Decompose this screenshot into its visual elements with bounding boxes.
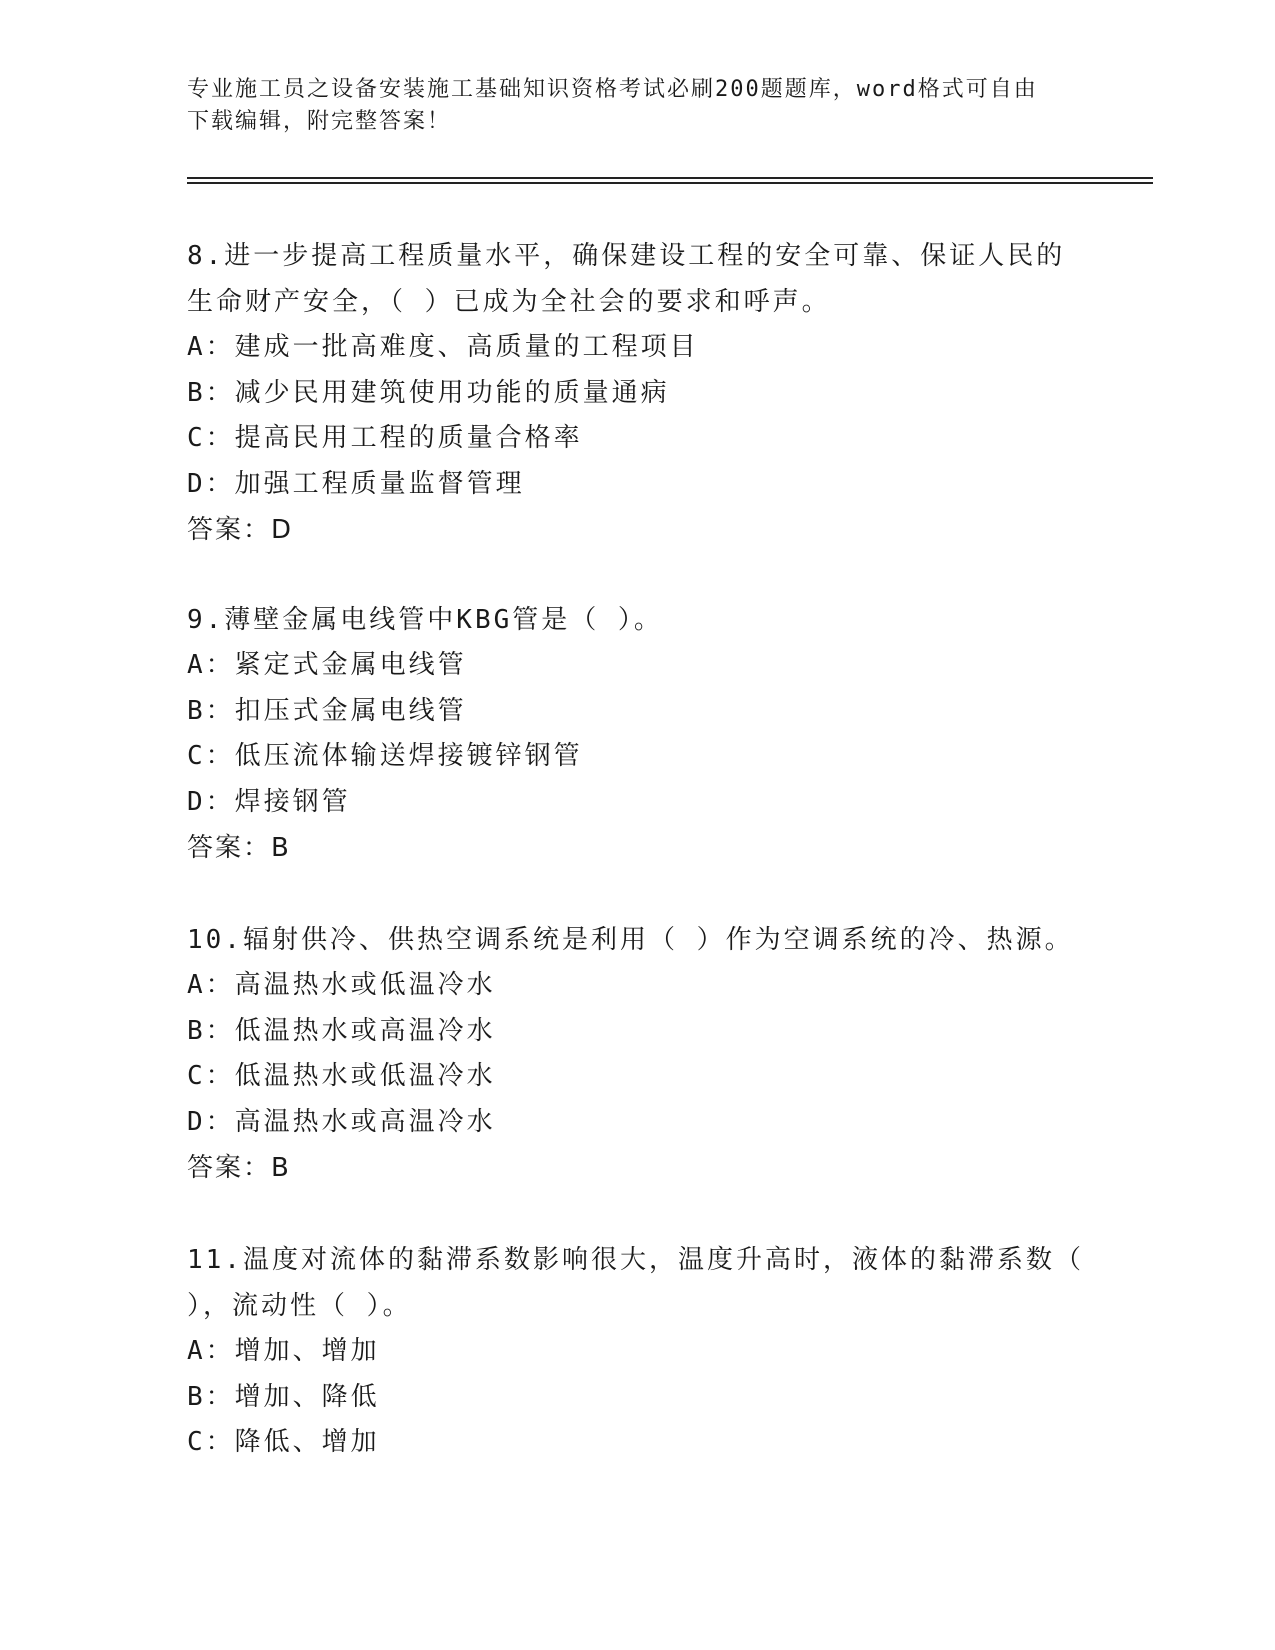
- answer-line: 答案：B: [187, 833, 291, 863]
- option-b: B：扣压式金属电线管: [187, 695, 467, 726]
- question-11: [187, 1237, 1087, 1466]
- question-stem: [187, 1237, 1087, 1329]
- option-c: C：低压流体输送焊接镀锌钢管: [187, 741, 583, 771]
- question-stem-line: 10.辐射供冷、供热空调系统是利用（ ）作为空调系统的冷、热源。: [187, 925, 1074, 955]
- option-a: A：增加、增加: [187, 1336, 380, 1366]
- question-stem-line: 8.进一步提高工程质量水平，确保建设工程的安全可靠、保证人民的: [187, 241, 1066, 271]
- header-line-1: 专业施工员之设备安装施工基础知识资格考试必刷200题题库，word格式可自由: [187, 77, 1038, 102]
- option-d: D：焊接钢管: [187, 786, 351, 817]
- option-b: B：增加、降低: [187, 1381, 380, 1412]
- question-8: [187, 233, 1087, 553]
- question-10: [187, 917, 1087, 1191]
- option-c: C：降低、增加: [187, 1427, 380, 1457]
- document-header: [187, 74, 1087, 138]
- question-9: [187, 597, 1087, 871]
- question-stem-line: ），流动性（ ）。: [187, 1291, 412, 1321]
- option-b: B：低温热水或高温冷水: [187, 1015, 496, 1046]
- question-stem: [187, 233, 1087, 325]
- option-c: C：低温热水或低温冷水: [187, 1061, 496, 1091]
- header-divider-top: [187, 177, 1153, 179]
- answer-line: 答案：D: [187, 515, 294, 545]
- option-a: A：高温热水或低温冷水: [187, 970, 496, 1000]
- question-stem: [187, 917, 1087, 963]
- header-line-2: 下载编辑，附完整答案！: [187, 109, 452, 134]
- option-c: C：提高民用工程的质量合格率: [187, 423, 583, 453]
- question-stem-line: 9.薄壁金属电线管中KBG管是（ ）。: [187, 605, 663, 635]
- answer-line: 答案：B: [187, 1153, 291, 1183]
- option-d: D：加强工程质量监督管理: [187, 468, 525, 499]
- option-a: A：紧定式金属电线管: [187, 650, 467, 680]
- option-d: D：高温热水或高温冷水: [187, 1106, 496, 1137]
- question-stem: [187, 597, 1087, 643]
- header-divider-bottom: [187, 182, 1153, 184]
- option-b: B：减少民用建筑使用功能的质量通病: [187, 377, 670, 408]
- option-a: A：建成一批高难度、高质量的工程项目: [187, 332, 699, 362]
- question-stem-line: 11.温度对流体的黏滞系数影响很大，温度升高时，液体的黏滞系数（: [187, 1245, 1084, 1275]
- question-stem-line: 生命财产安全，（ ）已成为全社会的要求和呼声。: [187, 287, 831, 317]
